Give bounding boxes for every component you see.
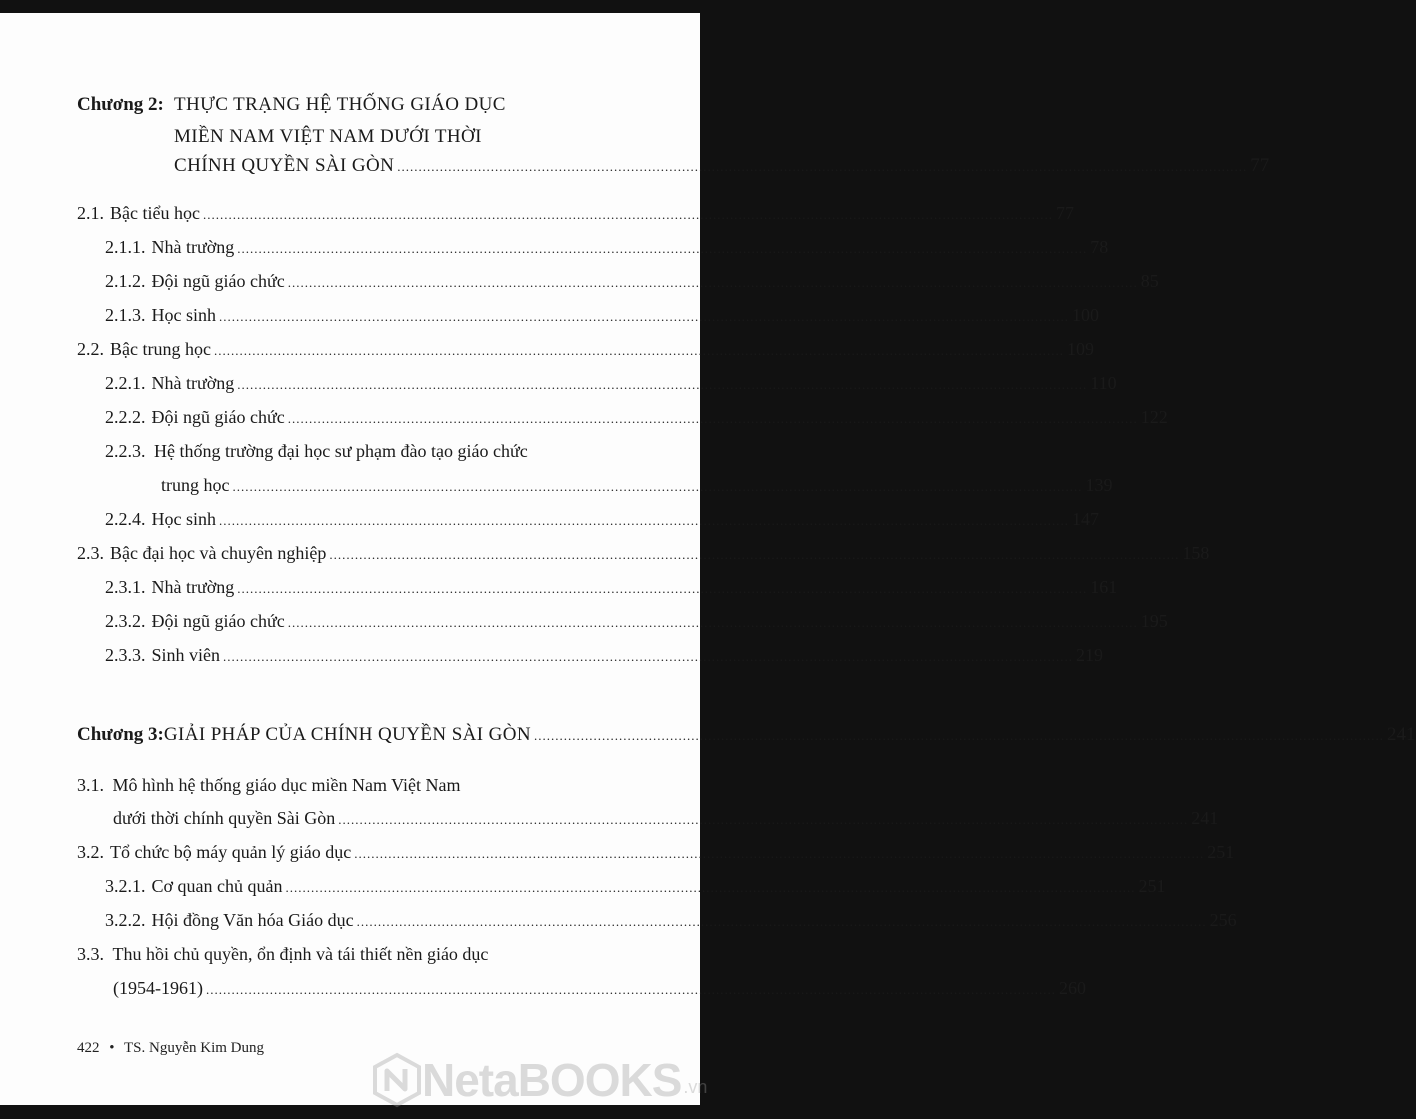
leader-dots xyxy=(329,542,1179,568)
entry-number: 2.1.1. xyxy=(105,237,146,257)
entry-title-continued: (1954-1961) xyxy=(113,978,203,998)
chapter-3-title: GIẢI PHÁP CỦA CHÍNH QUYỀN SÀI GÒN xyxy=(163,724,532,745)
entry-title: Nhà trường xyxy=(151,237,235,257)
chapter-2-title-line-1: THỰC TRẠNG HỆ THỐNG GIÁO DỤC xyxy=(174,94,506,115)
leader-dots xyxy=(338,807,1188,833)
entry-title: Học sinh xyxy=(151,305,216,325)
netabooks-logo-icon xyxy=(372,1053,422,1107)
leader-dots xyxy=(219,508,1069,534)
entry-title: Bậc tiểu học xyxy=(110,203,200,223)
leader-dots xyxy=(219,304,1069,330)
entry-number: 3.2. xyxy=(77,842,104,862)
entry-number: 2.3.1. xyxy=(105,577,146,597)
leader-dots xyxy=(203,202,1053,228)
entry-page: 260 xyxy=(1058,978,1086,998)
entry-page: 256 xyxy=(1209,910,1237,930)
entry-title-continued: dưới thời chính quyền Sài Gòn xyxy=(113,808,336,828)
entry-page: 77 xyxy=(1055,203,1074,223)
entry-title-continued: trung học xyxy=(161,475,230,495)
footer-bullet: • xyxy=(109,1040,115,1056)
entry-number: 2.2.4. xyxy=(105,509,146,529)
toc-entry-3-1-line-2[interactable] xyxy=(113,805,1219,833)
toc-entry-3-2-1[interactable] xyxy=(105,873,1166,901)
toc-entry-2-2[interactable] xyxy=(77,336,1094,364)
leader-dots xyxy=(237,576,1087,602)
leader-dots xyxy=(206,977,1056,1003)
toc-entry-2-3-1[interactable] xyxy=(105,574,1118,602)
page-footer xyxy=(77,1040,264,1057)
toc-entry-3-1-line-1[interactable] xyxy=(77,772,461,798)
entry-title: Thu hồi chủ quyền, ổn định và tái thiết nền giáo dục xyxy=(112,944,489,964)
leader-dots xyxy=(534,720,1384,752)
toc-entry-2-3-2[interactable] xyxy=(105,608,1168,636)
footer-page-number: 422 xyxy=(77,1040,100,1056)
entry-title: Sinh viên xyxy=(151,645,221,665)
entry-number: 2.1.3. xyxy=(105,305,146,325)
entry-number: 3.1. xyxy=(77,775,104,795)
toc-entry-2-1-1[interactable] xyxy=(105,234,1109,262)
chapter-3-label: Chương 3: xyxy=(77,724,164,745)
entry-title: Đội ngũ giáo chức xyxy=(151,407,285,427)
leader-dots xyxy=(286,875,1136,901)
entry-number: 3.2.1. xyxy=(105,876,146,896)
entry-title: Hội đồng Văn hóa Giáo dục xyxy=(151,910,354,930)
entry-number: 2.3. xyxy=(77,543,104,563)
leader-dots xyxy=(288,406,1138,432)
entry-number: 2.3.2. xyxy=(105,611,146,631)
entry-page: 241 xyxy=(1191,808,1219,828)
entry-number: 2.2.2. xyxy=(105,407,146,427)
leader-dots xyxy=(397,151,1247,183)
footer-author: TS. Nguyễn Kim Dung xyxy=(124,1040,264,1056)
entry-title: Nhà trường xyxy=(151,373,235,393)
toc-entry-2-3[interactable] xyxy=(77,540,1210,568)
leader-dots xyxy=(288,610,1138,636)
leader-dots xyxy=(288,270,1138,296)
entry-number: 2.1.2. xyxy=(105,271,146,291)
entry-title: Bậc trung học xyxy=(110,339,211,359)
toc-entry-2-3-3[interactable] xyxy=(105,642,1104,670)
netabooks-watermark xyxy=(372,1053,707,1107)
entry-page: 110 xyxy=(1090,373,1117,393)
toc-entry-2-2-2[interactable] xyxy=(105,404,1168,432)
toc-entry-2-2-3-line-2[interactable] xyxy=(161,472,1113,500)
leader-dots xyxy=(357,909,1207,935)
entry-number: 3.2.2. xyxy=(105,910,146,930)
watermark-suffix: .vn xyxy=(683,1076,708,1097)
chapter-2-heading xyxy=(77,89,623,153)
entry-title: Mô hình hệ thống giáo dục miền Nam Việt Nam xyxy=(112,775,461,795)
toc-entry-2-2-4[interactable] xyxy=(105,506,1099,534)
entry-page: 139 xyxy=(1085,475,1113,495)
chapter-3-page: 241 xyxy=(1387,724,1416,745)
chapter-2-label: Chương 2: xyxy=(77,94,164,115)
entry-page: 251 xyxy=(1138,876,1166,896)
entry-page: 158 xyxy=(1182,543,1210,563)
toc-entry-2-2-1[interactable] xyxy=(105,370,1117,398)
entry-title: Cơ quan chủ quản xyxy=(151,876,283,896)
entry-page: 161 xyxy=(1090,577,1118,597)
entry-title: Tổ chức bộ máy quản lý giáo dục xyxy=(110,842,352,862)
entry-number: 2.1. xyxy=(77,203,104,223)
chapter-2-title-line-3: CHÍNH QUYỀN SÀI GÒN xyxy=(174,155,395,176)
toc-entry-3-3-line-2[interactable] xyxy=(113,975,1086,1003)
entry-page: 85 xyxy=(1140,271,1159,291)
toc-entry-3-2-2[interactable] xyxy=(105,907,1237,935)
toc-entry-3-3-line-1[interactable] xyxy=(77,941,488,967)
entry-title: Nhà trường xyxy=(151,577,235,597)
entry-number: 2.2.1. xyxy=(105,373,146,393)
leader-dots xyxy=(354,841,1204,867)
entry-title: Đội ngũ giáo chức xyxy=(151,611,285,631)
entry-page: 195 xyxy=(1140,611,1168,631)
watermark-brand: NetaBOOKS xyxy=(422,1054,682,1106)
toc-entry-2-1[interactable] xyxy=(77,200,1074,228)
entry-page: 78 xyxy=(1090,237,1109,257)
toc-entry-3-2[interactable] xyxy=(77,839,1235,867)
entry-title: Học sinh xyxy=(151,509,216,529)
entry-title: Đội ngũ giáo chức xyxy=(151,271,285,291)
entry-page: 219 xyxy=(1076,645,1104,665)
entry-page: 147 xyxy=(1072,509,1099,529)
leader-dots xyxy=(237,372,1087,398)
toc-entry-2-1-3[interactable] xyxy=(105,302,1099,330)
leader-dots xyxy=(237,236,1087,262)
entry-page: 100 xyxy=(1072,305,1099,325)
entry-number: 2.2. xyxy=(77,339,104,359)
chapter-2-title-line-3-entry[interactable] xyxy=(174,150,1270,183)
entry-page: 122 xyxy=(1140,407,1168,427)
leader-dots xyxy=(214,338,1064,364)
leader-dots xyxy=(223,644,1073,670)
toc-entry-2-2-3-line-1[interactable] xyxy=(105,438,528,464)
entry-number: 3.3. xyxy=(77,944,104,964)
chapter-2-title-line-2: MIỀN NAM VIỆT NAM DƯỚI THỜI xyxy=(174,126,482,147)
book-page xyxy=(0,13,1416,1106)
entry-page: 109 xyxy=(1066,339,1094,359)
entry-title: Bậc đại học và chuyên nghiệp xyxy=(110,543,327,563)
entry-page: 251 xyxy=(1207,842,1235,862)
entry-number: 2.2.3. xyxy=(105,441,146,461)
leader-dots xyxy=(232,474,1082,500)
chapter-2-page: 77 xyxy=(1250,155,1270,176)
entry-number: 2.3.3. xyxy=(105,645,146,665)
chapter-3-heading[interactable] xyxy=(77,719,1416,752)
toc-entry-2-1-2[interactable] xyxy=(105,268,1159,296)
entry-title: Hệ thống trường đại học sư phạm đào tạo giáo chức xyxy=(154,441,528,461)
